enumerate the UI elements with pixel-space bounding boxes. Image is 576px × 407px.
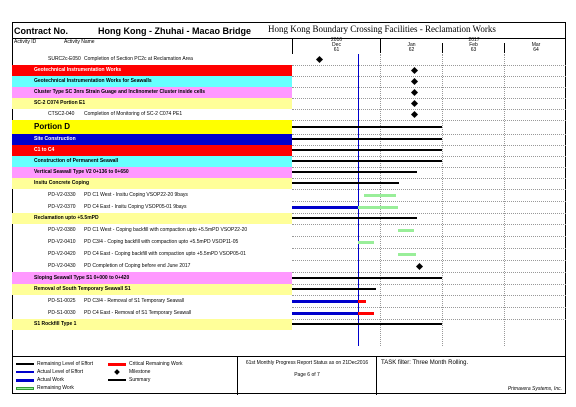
activity-name: PD Completion of Coping before end June 2017 [84,263,191,269]
row-cells [26,319,304,330]
actual-bar [292,206,358,209]
row-separator [292,213,566,214]
activity-name: Completion of Monitoring of SC-2 C074 PE1 [84,111,183,117]
activity-id: PD-V2-0410 [48,239,76,245]
filter-panel [377,357,566,395]
activity-name: S1 Rockfill Type 1 [34,321,77,327]
row-cells [26,109,304,120]
year-2016: 2016 [293,38,381,43]
activity-name: PD C3/4 - Removal of S1 Temporary Seawall [84,298,184,304]
activity-name: Portion D [34,122,70,131]
legend-summary [108,377,150,383]
activity-name: Site Construction [34,136,76,142]
actual-bar [292,300,358,303]
month-jan: Jan [381,43,443,48]
legend-milestone [108,369,150,375]
remaining-bar [398,229,414,232]
activity-name: PD C1 West - Coping backfill with compaction upto +5.5mPD VSOP22-20 [84,227,248,233]
milestone-marker [316,56,323,63]
row-cells [26,98,304,109]
period-62: 62 [381,48,443,53]
activity-name: Sloping Seawall Type S1 0+000 to 0+420 [34,275,130,281]
legend-actual-work [16,377,64,383]
activity-name: PD C4 East - Insitu Coping VSOP05-01 9bays [84,204,187,210]
activity-id: PD-V2-0330 [48,192,76,198]
year-2017: 2017 [468,37,480,43]
remaining-bar [364,194,396,197]
row-separator [292,134,566,135]
activity-name: Cluster Type SC 3nrs Strain Guage and Inclinometer Cluster inside cells [34,89,206,95]
legend-label: Actual Level of Effort [37,369,84,375]
activity-name: C1 to C4 [34,147,55,153]
milestone-icon [114,369,120,375]
critical-swatch [108,363,126,366]
row-separator [292,224,566,225]
remaining-work-swatch [16,387,34,390]
row-separator [292,272,566,273]
activity-id: SURC2c-E050 [48,56,81,62]
row-separator [292,120,566,121]
activity-name: PD C4 East - Removal of S1 Temporary Seawall [84,310,192,316]
row-separator [292,319,566,320]
summary-bar [292,160,442,162]
actual-work-swatch [16,379,34,382]
col-activity-name[interactable]: Activity Name [64,39,95,45]
actual-effort-swatch [16,371,34,373]
activity-name: Construction of Permanent Seawall [34,158,119,164]
activity-name: SC-2 C074 Portion E1 [34,100,86,106]
remaining-bar [358,241,374,244]
legend-label: Summary [129,377,151,383]
legend-label: Actual Work [37,377,64,383]
row-separator [292,178,566,179]
summary-bar [292,171,417,173]
summary-bar [292,217,417,219]
row-separator [292,236,566,237]
summary-swatch [108,379,126,381]
row-cells [26,248,304,260]
row-cells [26,87,304,98]
row-cells [26,156,304,167]
activity-id: PD-V2-0420 [48,251,76,257]
row-separator [292,65,566,66]
row-cells [26,272,304,284]
row-cells [26,76,304,87]
milestone-marker [411,89,418,96]
facilities-title: Hong Kong Boundary Crossing Facilities - Reclamation Works [268,24,496,34]
milestone-marker [411,78,418,85]
milestone-marker [411,111,418,118]
row-cells [26,54,304,65]
remaining-effort-swatch [16,363,34,365]
milestone-marker [416,263,423,270]
activity-id: PD-V2-0430 [48,263,76,269]
activity-name: Reclamation upto +5.5mPD [34,215,99,221]
row-separator [292,295,566,296]
row-cells [26,120,304,134]
actual-bar [292,312,358,315]
row-cells [26,65,304,76]
row-separator [292,189,566,190]
row-cells [26,189,304,201]
milestone-marker [411,67,418,74]
row-separator [292,248,566,249]
legend-critical [108,361,183,367]
period-63: 63 [443,48,505,53]
row-separator [292,201,566,202]
row-cells [26,295,304,307]
legend-actual-effort [16,369,83,375]
row-separator [292,87,566,88]
activity-name: Vertical Seawall Type V2 0+136 to 0+650 [34,169,129,175]
activity-name: Completion of Section PC2c at Reclamation Area [84,56,193,62]
report-info [237,357,377,395]
row-separator [292,76,566,77]
activity-name: PD C1 West - Insitu Coping VSOP22-20 9bays [84,192,188,198]
month-feb: Feb [443,43,505,48]
summary-bar [292,323,442,325]
month-dec: Dec [293,43,381,48]
row-cells [26,213,304,224]
activity-id: PD-V2-0380 [48,227,76,233]
legend-remaining-effort [16,361,93,367]
remaining-bar [358,206,398,209]
task-filter: TASK filter: Three Month Rolling. [381,360,469,366]
activity-id: PD-S1-0030 [48,310,76,316]
row-separator [292,156,566,157]
row-separator [292,260,566,261]
activity-name: PD C4 East - Coping backfill with compaction upto +5.5mPD VSOP05-01 [84,251,246,257]
row-cells [26,307,304,319]
activity-name: Geotechnical Instrumentation Works for Seawalls [34,78,152,84]
row-separator [292,145,566,146]
activity-name: Insitu Concrete Coping [34,180,89,186]
period-64: 64 [533,47,539,53]
row-cells [26,178,304,189]
timeline-header [292,38,566,54]
activity-name: Geotechnical Instrumentation Works [34,67,122,73]
milestone-marker [411,100,418,107]
summary-bar [292,182,399,184]
row-cells [26,260,304,272]
legend-remaining-work [16,385,74,391]
col-activity-id[interactable]: Activity ID [14,39,37,45]
contract-label: Contract No. [14,26,68,36]
legend-label: Critical Remaining Work [129,361,183,367]
month-mar: Mar [531,42,541,48]
row-cells [26,236,304,248]
activity-id: PD-V2-0370 [48,204,76,210]
legend-label: Remaining Work [37,385,74,391]
project-title: Hong Kong - Zhuhai - Macao Bridge [98,26,251,36]
legend-label: Milestone [129,369,151,375]
row-cells [26,201,304,213]
summary-bar [292,138,442,140]
summary-bar [292,288,376,290]
row-separator [292,98,566,99]
summary-bar [292,126,442,128]
vendor-label: Primavera Systems, Inc. [507,386,562,392]
row-separator [292,284,566,285]
row-cells [26,284,304,295]
activity-id: CTSC2-040 [48,111,75,117]
period-61: 61 [293,48,381,53]
row-separator [292,109,566,110]
activity-name: Removal of South Temporary Seawall S1 [34,286,131,292]
row-separator [292,167,566,168]
report-footer [12,356,566,394]
summary-bar [292,149,442,151]
page-number: Page 6 of 7 [294,372,320,378]
legend-label: Remaining Level of Effort [37,361,94,367]
remaining-bar [398,253,416,256]
activity-id: PD-S1-0025 [48,298,76,304]
row-cells [26,167,304,178]
critical-bar [358,300,366,303]
row-separator [292,307,566,308]
row-cells [26,145,304,156]
row-cells [26,134,304,145]
gantt-chart [292,54,566,346]
row-cells [26,224,304,236]
critical-bar [358,312,374,315]
activity-name: PD C3/4 - Coping backfill with compaction upto +5.5mPD VSOP11-05 [84,239,239,245]
report-status: 61st Monthly Progress Report Status as on 21Dec2016 [245,360,369,366]
summary-bar [292,277,442,279]
